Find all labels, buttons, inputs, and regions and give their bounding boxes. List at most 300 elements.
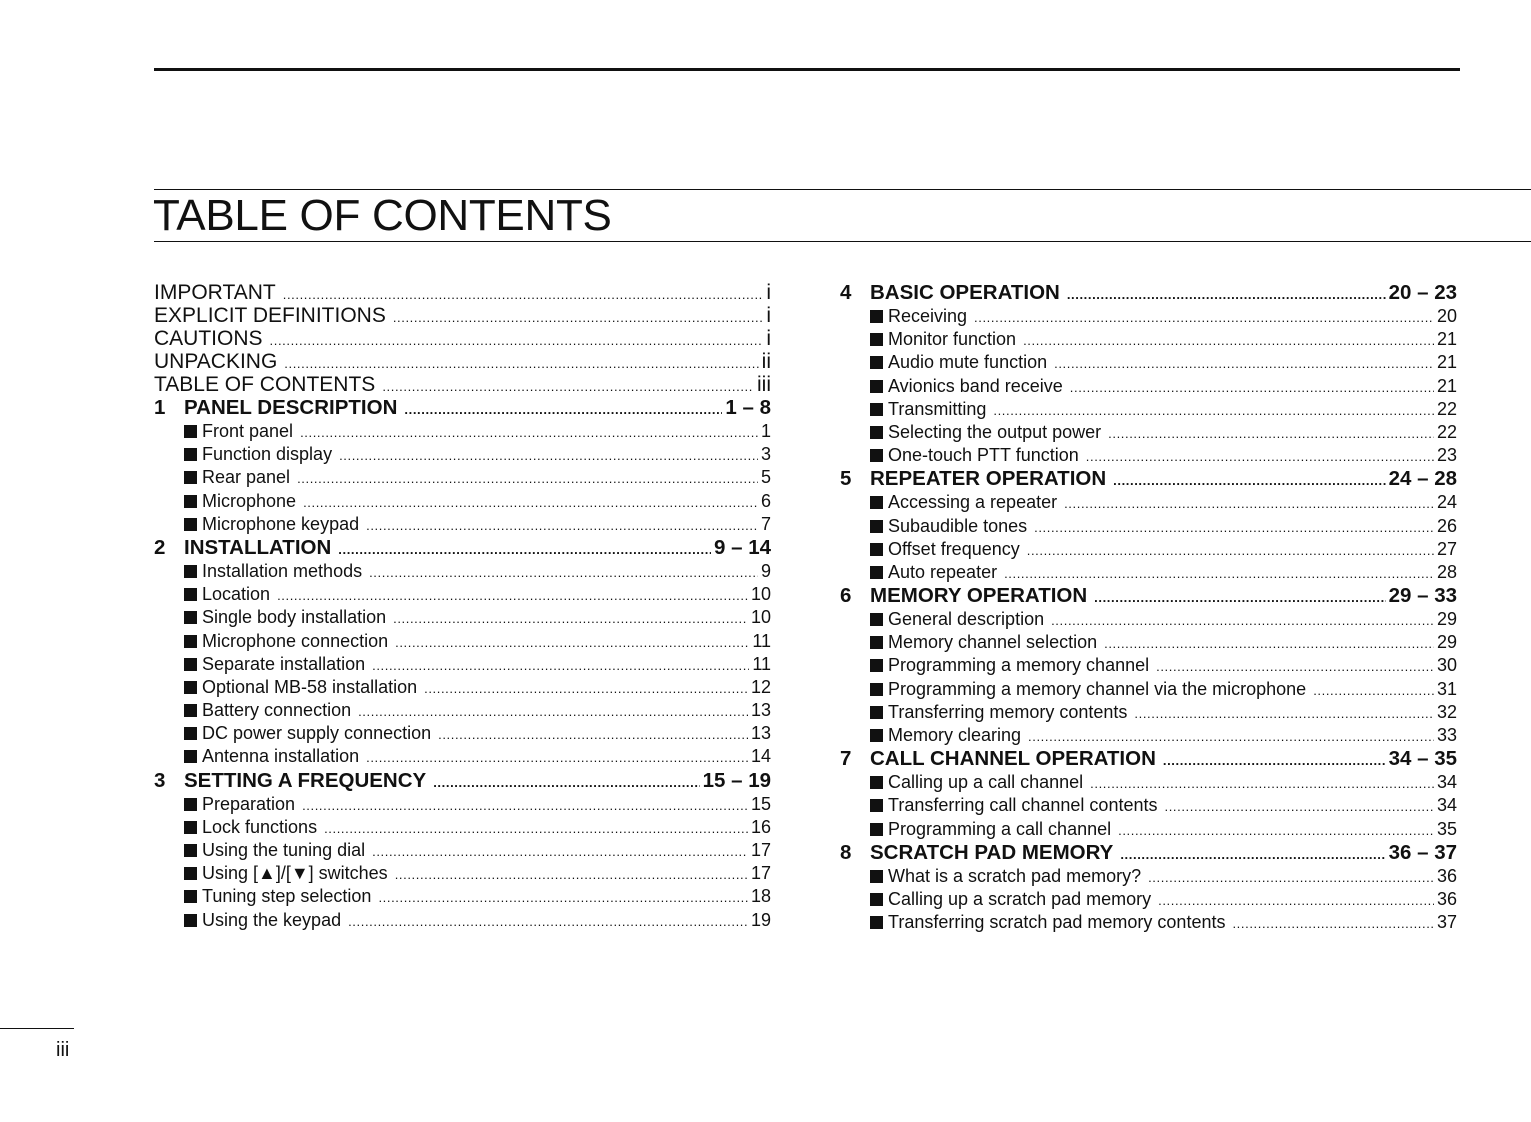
toc-subentry[interactable]	[840, 538, 1457, 561]
dot-leader	[1027, 539, 1434, 561]
subentry-label-group	[870, 421, 1101, 444]
subentry-label: Offset frequency	[888, 538, 1020, 559]
dot-leader	[1118, 819, 1434, 841]
dot-leader	[284, 352, 758, 373]
bullet-square-icon	[870, 380, 883, 393]
subentry-label-group	[184, 490, 296, 513]
subentry-page: 17	[750, 840, 771, 860]
section-number: 2	[154, 535, 166, 559]
dot-leader	[270, 329, 764, 350]
subentry-label: Microphone	[202, 490, 297, 511]
bullet-square-icon	[870, 426, 883, 439]
subentry-label: Programming a call channel	[888, 818, 1112, 839]
toc-subentry[interactable]	[840, 421, 1457, 444]
subentry-page: 21	[1436, 352, 1457, 373]
dot-leader	[324, 817, 748, 839]
subentry-label: DC power supply connection	[202, 723, 432, 744]
subentry-label-group	[870, 701, 1127, 724]
dot-leader	[424, 677, 748, 699]
subentry-label-group	[870, 515, 1027, 538]
section-pages: 24 – 28	[1388, 467, 1457, 491]
bullet-square-icon	[184, 495, 197, 508]
bullet-square-icon	[870, 403, 883, 416]
subentry-page: 33	[1436, 725, 1457, 745]
bullet-square-icon	[184, 798, 197, 811]
dot-leader	[366, 514, 758, 536]
subentry-page: 34	[1436, 772, 1457, 793]
subentry-page: 21	[1436, 329, 1457, 350]
dot-leader	[297, 467, 758, 489]
dot-leader	[1051, 609, 1434, 631]
bullet-square-icon	[870, 449, 883, 462]
subentry-label-group	[870, 631, 1097, 654]
dot-leader	[1004, 562, 1434, 584]
section-number: 1	[154, 396, 166, 419]
subentry-label: Transferring scratch pad memory contents	[888, 912, 1226, 933]
section-title: BASIC OPERATION	[870, 281, 1060, 304]
dot-leader	[1090, 772, 1434, 794]
bullet-square-icon	[184, 821, 197, 834]
dot-leader	[339, 444, 758, 466]
subentry-label: Tuning step selection	[202, 886, 372, 907]
subentry-label: Programming a memory channel	[888, 655, 1150, 676]
subentry-label-group	[870, 794, 1157, 817]
toc-subentry[interactable]	[154, 816, 771, 839]
section-pages: 20 – 23	[1388, 281, 1457, 304]
subentry-label: Memory channel selection	[888, 632, 1098, 653]
subentry-label-group	[870, 561, 997, 584]
dot-leader	[303, 491, 758, 513]
subentry-page: 13	[750, 700, 771, 721]
subentry-label: Separate installation	[202, 653, 366, 674]
bullet-square-icon	[870, 520, 883, 533]
dot-leader	[1134, 702, 1434, 724]
section-title: PANEL DESCRIPTION	[184, 396, 398, 419]
subentry-label-group	[184, 862, 388, 885]
subentry-label: What is a scratch pad memory?	[888, 865, 1142, 886]
section-title: REPEATER OPERATION	[870, 467, 1107, 491]
section-number: 4	[840, 281, 852, 304]
toc-entry[interactable]	[154, 281, 771, 304]
section-heading[interactable]	[840, 584, 1457, 608]
subentry-page: 18	[750, 886, 771, 907]
bullet-square-icon	[184, 844, 197, 857]
dot-leader	[1094, 586, 1385, 608]
entry-label: IMPORTANT	[154, 281, 276, 304]
subentry-label-group	[870, 678, 1306, 701]
subentry-label-group	[184, 909, 341, 932]
subentry-label: Microphone keypad	[202, 513, 360, 534]
dot-leader	[1023, 329, 1434, 351]
title-bottom-rule	[154, 241, 1531, 242]
section-number: 8	[840, 840, 852, 864]
toc-subentry[interactable]	[840, 865, 1457, 888]
subentry-label: Audio mute function	[888, 352, 1048, 373]
bullet-square-icon	[870, 636, 883, 649]
subentry-label-group	[184, 583, 270, 606]
bullet-square-icon	[184, 588, 197, 601]
toc-subentry[interactable]	[840, 375, 1457, 398]
toc-subentry[interactable]	[840, 328, 1457, 351]
subentry-label: Using the keypad	[202, 909, 342, 930]
subentry-page: 20	[1436, 306, 1457, 326]
entry-page: i	[766, 304, 771, 327]
toc-subentry[interactable]	[154, 443, 771, 466]
toc-subentry[interactable]	[840, 888, 1457, 911]
dot-leader	[300, 421, 758, 443]
toc-section	[840, 467, 1457, 584]
subentry-label: Programming a memory channel via the microphone	[888, 678, 1307, 699]
subentry-page: 1	[760, 421, 771, 441]
subentry-label: Auto repeater	[888, 561, 998, 582]
subentry-page: 29	[1436, 609, 1457, 630]
dot-leader	[1163, 749, 1386, 771]
dot-leader	[1156, 655, 1434, 677]
subentry-label: Location	[202, 584, 271, 605]
subentry-label: Calling up a call channel	[888, 772, 1084, 793]
subentry-label: Antenna installation	[202, 746, 360, 767]
subentry-label-group	[184, 676, 417, 699]
subentry-label-group	[184, 560, 362, 583]
dot-leader	[358, 700, 748, 722]
section-pages: 36 – 37	[1388, 840, 1457, 864]
subentry-label: Monitor function	[888, 329, 1017, 350]
bullet-square-icon	[184, 448, 197, 461]
bullet-square-icon	[870, 776, 883, 789]
subentry-page: 26	[1436, 515, 1457, 536]
page-number: iii	[56, 1039, 70, 1061]
toc-subentry[interactable]	[154, 513, 771, 536]
bullet-square-icon	[870, 823, 883, 836]
toc-subentry[interactable]	[154, 583, 771, 606]
toc-left-sections	[154, 396, 771, 932]
subentry-label: Using [▲]/[▼] switches	[202, 863, 388, 884]
section-heading[interactable]	[840, 281, 1457, 305]
subentry-page: 36	[1436, 888, 1457, 909]
toc-subentry[interactable]	[840, 701, 1457, 724]
section-pages: 9 – 14	[714, 535, 771, 559]
subentry-label-group	[870, 724, 1021, 747]
bullet-square-icon	[184, 565, 197, 578]
section-pages: 15 – 19	[702, 768, 771, 792]
toc-subentry[interactable]	[840, 654, 1457, 677]
bullet-square-icon	[184, 518, 197, 531]
subentry-label-group	[184, 885, 371, 908]
subentry-label: Memory clearing	[888, 725, 1022, 745]
section-number: 5	[840, 467, 852, 491]
subentry-label-group	[870, 328, 1016, 351]
subentry-label: Preparation	[202, 793, 296, 814]
subentry-page: 5	[760, 467, 771, 488]
bullet-square-icon	[184, 750, 197, 763]
toc-subentry[interactable]	[840, 724, 1457, 747]
subentry-label: Front panel	[202, 421, 294, 441]
bullet-square-icon	[870, 799, 883, 812]
subentry-page: 14	[750, 746, 771, 767]
toc-subentry[interactable]	[840, 678, 1457, 701]
toc-subentry[interactable]	[154, 699, 771, 722]
section-heading[interactable]	[840, 747, 1457, 771]
subentry-label: Transferring call channel contents	[888, 795, 1158, 816]
subentry-page: 10	[750, 584, 771, 605]
dot-leader	[395, 631, 749, 653]
bullet-square-icon	[184, 914, 197, 927]
entry-page: i	[766, 281, 771, 304]
section-heading[interactable]	[840, 841, 1457, 865]
toc-subentry[interactable]	[154, 466, 771, 489]
section-title: CALL CHANNEL OPERATION	[870, 747, 1156, 771]
subentry-page: 23	[1436, 445, 1457, 466]
subentry-label: Transmitting	[888, 398, 987, 419]
dot-leader	[393, 607, 748, 629]
subentry-page: 16	[750, 816, 771, 837]
toc-subentry[interactable]	[154, 745, 771, 768]
subentry-label-group	[870, 911, 1225, 934]
entry-page: i	[766, 327, 771, 350]
section-heading[interactable]	[154, 536, 771, 560]
toc-subentry[interactable]	[840, 608, 1457, 631]
section-title: SCRATCH PAD MEMORY	[870, 840, 1114, 864]
dot-leader	[1070, 376, 1434, 398]
toc-subentry[interactable]	[840, 631, 1457, 654]
toc-section	[840, 841, 1457, 935]
dot-leader	[1067, 283, 1386, 305]
subentry-label-group	[184, 699, 351, 722]
subentry-page: 34	[1436, 795, 1457, 816]
toc-entry[interactable]	[154, 350, 771, 373]
section-title: INSTALLATION	[184, 535, 332, 559]
bullet-square-icon	[184, 658, 197, 671]
bullet-square-icon	[870, 729, 883, 742]
bullet-square-icon	[870, 496, 883, 509]
entry-label: EXPLICIT DEFINITIONS	[154, 304, 386, 327]
section-number: 7	[840, 747, 852, 771]
toc-right-sections	[840, 281, 1457, 934]
page-title: TABLE OF CONTENTS	[153, 191, 612, 240]
dot-leader	[1034, 516, 1434, 538]
subentry-label: Optional MB-58 installation	[202, 676, 418, 697]
subentry-page: 36	[1436, 865, 1457, 886]
subentry-label-group	[870, 398, 986, 421]
entry-label: CAUTIONS	[154, 327, 263, 350]
subentry-label: Accessing a repeater	[888, 492, 1058, 513]
subentry-label: Selecting the output power	[888, 421, 1102, 442]
section-heading[interactable]	[840, 467, 1457, 491]
dot-leader	[1313, 679, 1434, 701]
subentry-label-group	[870, 538, 1020, 561]
toc-subentry[interactable]	[840, 491, 1457, 514]
toc-subentry[interactable]	[840, 515, 1457, 538]
dot-leader	[1054, 352, 1434, 374]
subentry-label-group	[184, 653, 365, 676]
toc-subentry[interactable]	[840, 911, 1457, 934]
toc-subentry[interactable]	[154, 560, 771, 583]
subentry-label-group	[870, 351, 1047, 374]
dot-leader	[378, 886, 748, 908]
bullet-square-icon	[184, 727, 197, 740]
toc-subentry[interactable]	[154, 490, 771, 513]
subentry-page: 27	[1436, 538, 1457, 559]
subentry-label: One-touch PTT function	[888, 445, 1079, 466]
dot-leader	[993, 399, 1434, 421]
dot-leader	[1064, 492, 1434, 514]
subentry-label-group	[870, 375, 1063, 398]
dot-leader	[1158, 889, 1434, 911]
dot-leader	[369, 561, 758, 583]
toc-subentry[interactable]	[840, 305, 1457, 328]
toc-entry[interactable]	[154, 327, 771, 350]
subentry-page: 15	[750, 793, 771, 814]
subentry-label-group	[870, 305, 967, 328]
bullet-square-icon	[184, 471, 197, 484]
subentry-label-group	[184, 513, 359, 536]
subentry-page: 32	[1436, 701, 1457, 722]
bullet-square-icon	[184, 425, 197, 438]
subentry-label-group	[870, 888, 1151, 911]
subentry-label-group	[184, 630, 388, 653]
toc-subentry[interactable]	[840, 561, 1457, 584]
subentry-label-group	[870, 771, 1083, 794]
subentry-label-group	[184, 466, 290, 489]
dot-leader	[433, 771, 699, 793]
section-title: MEMORY OPERATION	[870, 584, 1088, 608]
bullet-square-icon	[184, 681, 197, 694]
top-rule	[154, 68, 1460, 71]
subentry-label: Battery connection	[202, 700, 352, 721]
entry-page: iii	[757, 373, 771, 396]
dot-leader	[372, 654, 749, 676]
toc-section	[154, 536, 771, 769]
bullet-square-icon	[870, 310, 883, 323]
dot-leader	[1104, 632, 1434, 654]
subentry-label: Transferring memory contents	[888, 701, 1128, 722]
toc-right-column	[840, 281, 1457, 934]
subentry-page: 13	[750, 723, 771, 744]
subentry-label: Calling up a scratch pad memory	[888, 888, 1152, 909]
subentry-page: 29	[1436, 632, 1457, 653]
toc-entry[interactable]	[154, 373, 771, 396]
bullet-square-icon	[870, 683, 883, 696]
subentry-page: 22	[1436, 398, 1457, 419]
page-number-rule	[0, 1028, 74, 1029]
subentry-page: 11	[752, 653, 771, 674]
dot-leader	[302, 794, 748, 816]
subentry-label: Receiving	[888, 306, 968, 326]
subentry-label-group	[870, 608, 1044, 631]
subentry-label-group	[184, 420, 293, 443]
toc-subentry[interactable]	[840, 771, 1457, 794]
bullet-square-icon	[184, 867, 197, 880]
subentry-page: 35	[1436, 818, 1457, 839]
subentry-label-group	[184, 793, 295, 816]
section-heading[interactable]	[154, 396, 771, 420]
subentry-page: 9	[760, 560, 771, 581]
section-title: SETTING A FREQUENCY	[184, 768, 427, 792]
subentry-page: 31	[1436, 678, 1457, 699]
toc-subentry[interactable]	[154, 909, 771, 932]
dot-leader	[348, 910, 748, 932]
toc-subentry[interactable]	[154, 676, 771, 699]
subentry-page: 21	[1436, 375, 1457, 396]
toc-subentry[interactable]	[840, 794, 1457, 817]
toc-left-column	[154, 281, 771, 932]
subentry-label-group	[184, 722, 431, 745]
toc-section	[840, 747, 1457, 841]
toc-subentry[interactable]	[154, 630, 771, 653]
entry-label: UNPACKING	[154, 350, 278, 373]
dot-leader	[1232, 912, 1434, 934]
dot-leader	[1113, 469, 1385, 491]
subentry-label: Using the tuning dial	[202, 840, 366, 860]
toc-subentry[interactable]	[154, 793, 771, 816]
toc-subentry[interactable]	[840, 818, 1457, 841]
dot-leader	[277, 584, 748, 606]
subentry-label-group	[870, 444, 1079, 467]
subentry-page: 24	[1436, 492, 1457, 513]
bullet-square-icon	[870, 916, 883, 929]
bullet-square-icon	[184, 635, 197, 648]
subentry-page: 3	[760, 444, 771, 465]
toc-section	[840, 584, 1457, 747]
subentry-page: 11	[752, 630, 771, 651]
toc-subentry[interactable]	[154, 722, 771, 745]
subentry-label: Avionics band receive	[888, 375, 1063, 396]
subentry-label-group	[184, 443, 332, 466]
dot-leader	[1120, 843, 1385, 865]
subentry-label-group	[184, 606, 386, 629]
bullet-square-icon	[870, 543, 883, 556]
toc-subentry[interactable]	[840, 444, 1457, 467]
bullet-square-icon	[184, 890, 197, 903]
toc-subentry[interactable]	[154, 862, 771, 885]
toc-subentry[interactable]	[154, 606, 771, 629]
subentry-label: Rear panel	[202, 467, 291, 488]
subentry-page: 22	[1436, 421, 1457, 442]
bullet-square-icon	[870, 659, 883, 672]
toc-entry[interactable]	[154, 304, 771, 327]
bullet-square-icon	[870, 613, 883, 626]
bullet-square-icon	[184, 704, 197, 717]
toc-subentry[interactable]	[154, 885, 771, 908]
section-heading[interactable]	[154, 769, 771, 793]
section-number: 6	[840, 584, 852, 608]
dot-leader	[1086, 445, 1434, 467]
dot-leader	[1164, 795, 1433, 817]
toc-subentry[interactable]	[154, 420, 771, 443]
bullet-square-icon	[870, 333, 883, 346]
dot-leader	[366, 746, 748, 768]
subentry-label-group	[870, 818, 1111, 841]
section-pages: 29 – 33	[1388, 584, 1457, 608]
toc-subentry[interactable]	[840, 351, 1457, 374]
subentry-page: 28	[1436, 561, 1457, 582]
toc-subentry[interactable]	[840, 398, 1457, 421]
subentry-page: 17	[750, 863, 771, 884]
subentry-label: Lock functions	[202, 816, 318, 837]
subentry-label-group	[184, 816, 317, 839]
entry-page: ii	[761, 350, 771, 373]
toc-section	[154, 769, 771, 932]
toc-subentry[interactable]	[154, 653, 771, 676]
dot-leader	[1108, 422, 1434, 444]
toc-subentry[interactable]	[154, 839, 771, 862]
entry-label: TABLE OF CONTENTS	[154, 373, 376, 396]
bullet-square-icon	[870, 870, 883, 883]
bullet-square-icon	[870, 706, 883, 719]
subentry-label: Installation methods	[202, 560, 363, 581]
dot-leader	[1148, 866, 1434, 888]
toc-section	[840, 281, 1457, 467]
